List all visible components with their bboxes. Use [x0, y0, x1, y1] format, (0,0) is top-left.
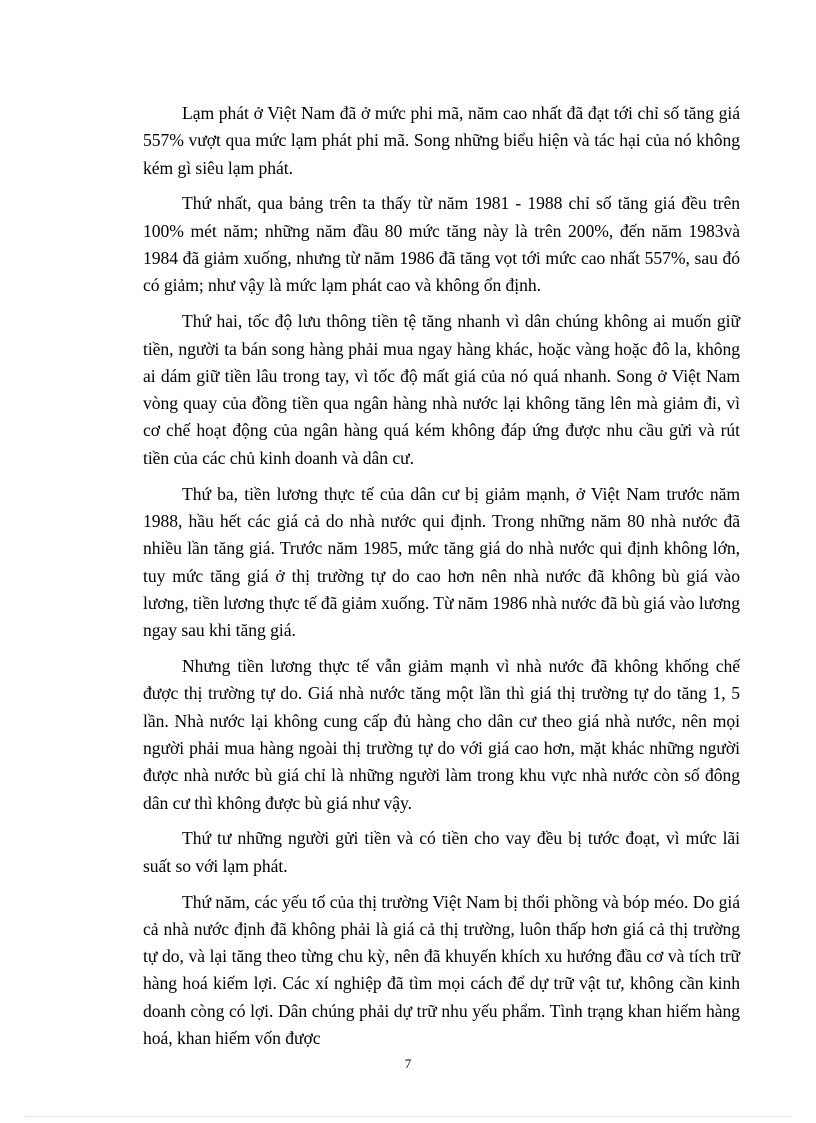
paragraph-second-point: Thứ hai, tốc độ lưu thông tiền tệ tăng nhanh vì dân chúng không ai muốn giữ tiền, người ta bán song hàng phải mua ngay hàng khác, hoặc vàng hoặc đô la, không ai dám giữ tiền lâu trong tay, vì tốc độ mất giá của nó quá nhanh. Song ở Việt Nam vòng quay của đồng tiền qua ngân hàng nhà nước lại không tăng lên mà giảm đi, vì cơ chế hoạt động của ngân hàng quá kém không đáp ứng được nhu cầu gửi và rút tiền của các chủ kinh doanh và dân cư.	[143, 311, 740, 468]
paragraph-inflation-intro: Lạm phát ở Việt Nam đã ở mức phi mã, năm cao nhất đã đạt tới chỉ số tăng giá 557% vượt qua mức lạm phát phi mã. Song những biểu hiện và tác hại của nó không kém gì siêu lạm phát.	[143, 103, 740, 178]
paragraph-fifth-point: Thứ năm, các yếu tố của thị trường Việt Nam bị thổi phồng và bóp méo. Do giá cả nhà nước định đã không phải là giá cả thị trường, luôn thấp hơn giá cả thị trường tự do, và lại tăng theo từng chu kỳ, nên đã khuyến khích xu hướng đầu cơ và tích trữ hàng hoá kiếm lợi. Các xí nghiệp đã tìm mọi cách để dự trữ vật tư, không cần kinh doanh còng có lợi. Dân chúng phải dự trữ nhu yếu phẩm. Tình trạng khan hiếm hàng hoá, khan hiếm vốn được	[143, 891, 740, 1049]
paragraph-fourth-point: Thứ tư những người gửi tiền và có tiền cho vay đều bị tước đoạt, vì mức lãi suất so với lạm phát.	[143, 828, 740, 876]
paragraph-third-point: Thứ ba, tiền lương thực tế của dân cư bị giảm mạnh, ở Việt Nam trước năm 1988, hầu hết các giá cả do nhà nước qui định. Trong những năm 80 nhà nước đã nhiều lần tăng giá. Trước năm 1985, mức tăng giá do nhà nước qui định không lớn, tuy mức tăng giá ở thị trường tự do cao hơn nên nhà nước đã không bù giá vào lương, tiền lương thực tế đã giảm xuống. Từ năm 1986 nhà nước đã bù giá vào lương ngay sau khi tăng giá.	[143, 483, 740, 641]
page-bottom-divider	[24, 1116, 792, 1117]
paragraph-real-wages: Nhưng tiền lương thực tế vẫn giảm mạnh vì nhà nước đã không khống chế được thị trường tự do. Giá nhà nước tăng một lần thì giá thị trường tự do tăng 1, 5 lần. Nhà nước lại không cung cấp đủ hàng cho dân cư theo giá nhà nước, nên mọi người phải mua hàng ngoài thị trường tự do với giá cao hơn, mặt khác những người được nhà nước bù giá chỉ là những người làm trong khu vực nhà nước còn số đông dân cư thì không được bù giá như vậy.	[143, 656, 740, 813]
paragraph-first-point: Thứ nhất, qua bảng trên ta thấy từ năm 1981 - 1988 chỉ số tăng giá đều trên 100% mét năm; những năm đầu 80 mức tăng này là trên 200%, đến năm 1983và 1984 đã giảm xuống, nhưng từ năm 1986 đã tăng vọt tới mức cao nhất 557%, sau đó có giảm; như vậy là mức lạm phát cao và không ổn định.	[143, 193, 740, 296]
page-number: 7	[404, 1056, 412, 1071]
body-text	[143, 100, 740, 1061]
